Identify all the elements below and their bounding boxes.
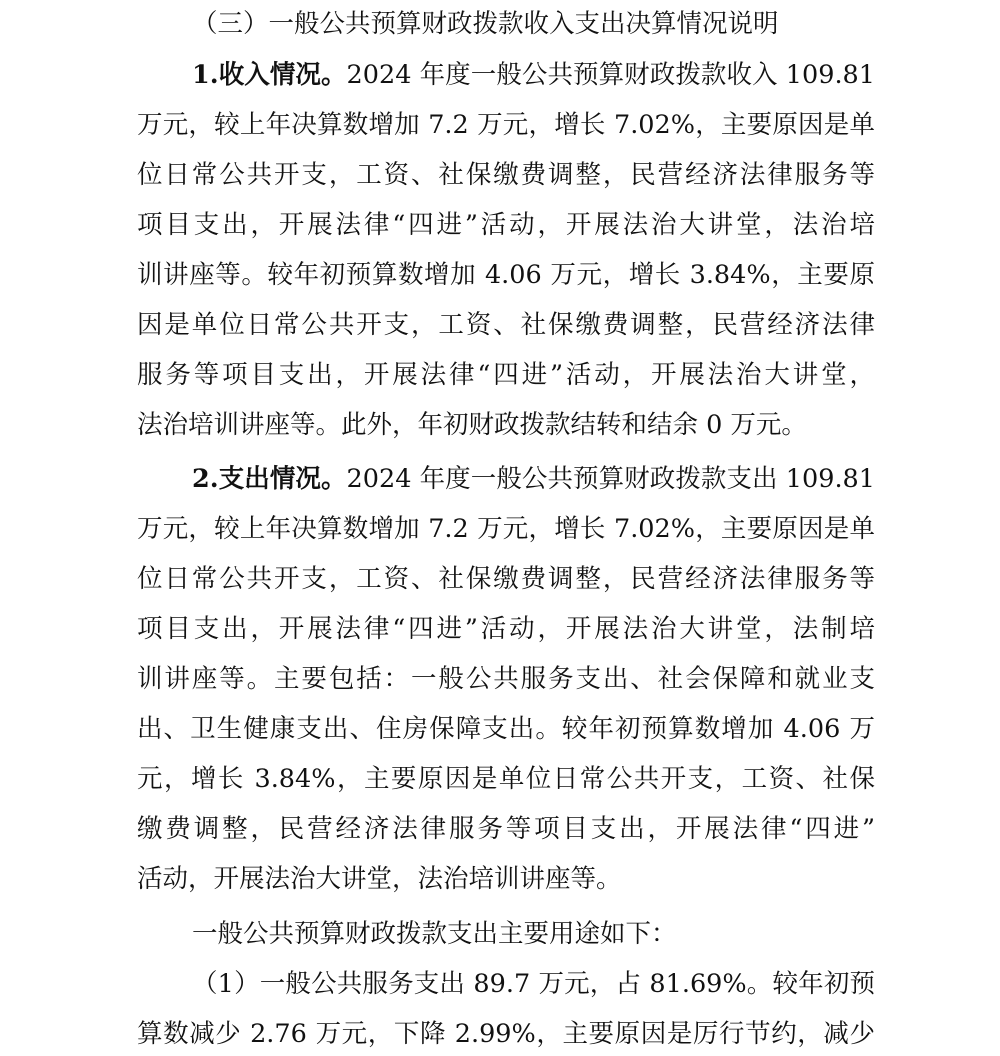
expense-paragraph-line-2: 万元，较上年决算数增加 7.2 万元，增长 7.02%，主要原因是单 (137, 514, 875, 544)
income-paragraph-line-4: 项目支出，开展法律“四进”活动，开展法治大讲堂，法治培 (137, 210, 875, 240)
expense-paragraph-line-7: 元，增长 3.84%，主要原因是单位日常公共开支，工资、社保 (137, 764, 875, 794)
income-paragraph-line-6: 因是单位日常公共开支，工资、社保缴费调整，民营经济法律 (137, 310, 875, 340)
income-paragraph-line-1 (192, 55, 875, 95)
expense-paragraph-line-4: 项目支出，开展法律“四进”活动，开展法治大讲堂，法制培 (137, 614, 875, 644)
item1-line-1: （1）一般公共服务支出 89.7 万元，占 81.69%。较年初预 (192, 969, 875, 999)
income-heading: 1.收入情况。 (192, 60, 347, 90)
income-paragraph-line-5: 训讲座等。较年初预算数增加 4.06 万元，增长 3.84%，主要原 (137, 260, 875, 290)
income-paragraph-line-7: 服务等项目支出，开展法律“四进”活动，开展法治大讲堂， (137, 360, 875, 390)
section-title: （三）一般公共预算财政拨款收入支出决算情况说明 (192, 9, 779, 39)
income-paragraph-line-3: 位日常公共开支，工资、社保缴费调整，民营经济法律服务等 (137, 160, 875, 190)
expense-paragraph-line-8: 缴费调整，民营经济法律服务等项目支出，开展法律“四进” (137, 814, 875, 844)
expense-paragraph-line-5: 训讲座等。主要包括：一般公共服务支出、社会保障和就业支 (137, 664, 875, 694)
income-line-1-text: 2024 年度一般公共预算财政拨款收入 109.81 (346, 60, 875, 90)
expense-paragraph-line-9: 活动，开展法治大讲堂，法治培训讲座等。 (137, 864, 622, 894)
income-paragraph-line-2: 万元，较上年决算数增加 7.2 万元，增长 7.02%，主要原因是单 (137, 110, 875, 140)
expense-paragraph-line-3: 位日常公共开支，工资、社保缴费调整，民营经济法律服务等 (137, 564, 875, 594)
item1-line-2: 算数减少 2.76 万元，下降 2.99%，主要原因是厉行节约，减少 (137, 1019, 875, 1049)
expense-paragraph-line-6: 出、卫生健康支出、住房保障支出。较年初预算数增加 4.06 万 (137, 714, 875, 744)
expense-line-1-text: 2024 年度一般公共预算财政拨款支出 109.81 (346, 464, 875, 494)
expense-heading: 2.支出情况。 (192, 464, 347, 494)
expense-paragraph-line-1 (192, 459, 875, 499)
income-paragraph-line-8: 法治培训讲座等。此外，年初财政拨款结转和结余 0 万元。 (137, 410, 807, 440)
usage-intro: 一般公共预算财政拨款支出主要用途如下： (192, 919, 677, 949)
